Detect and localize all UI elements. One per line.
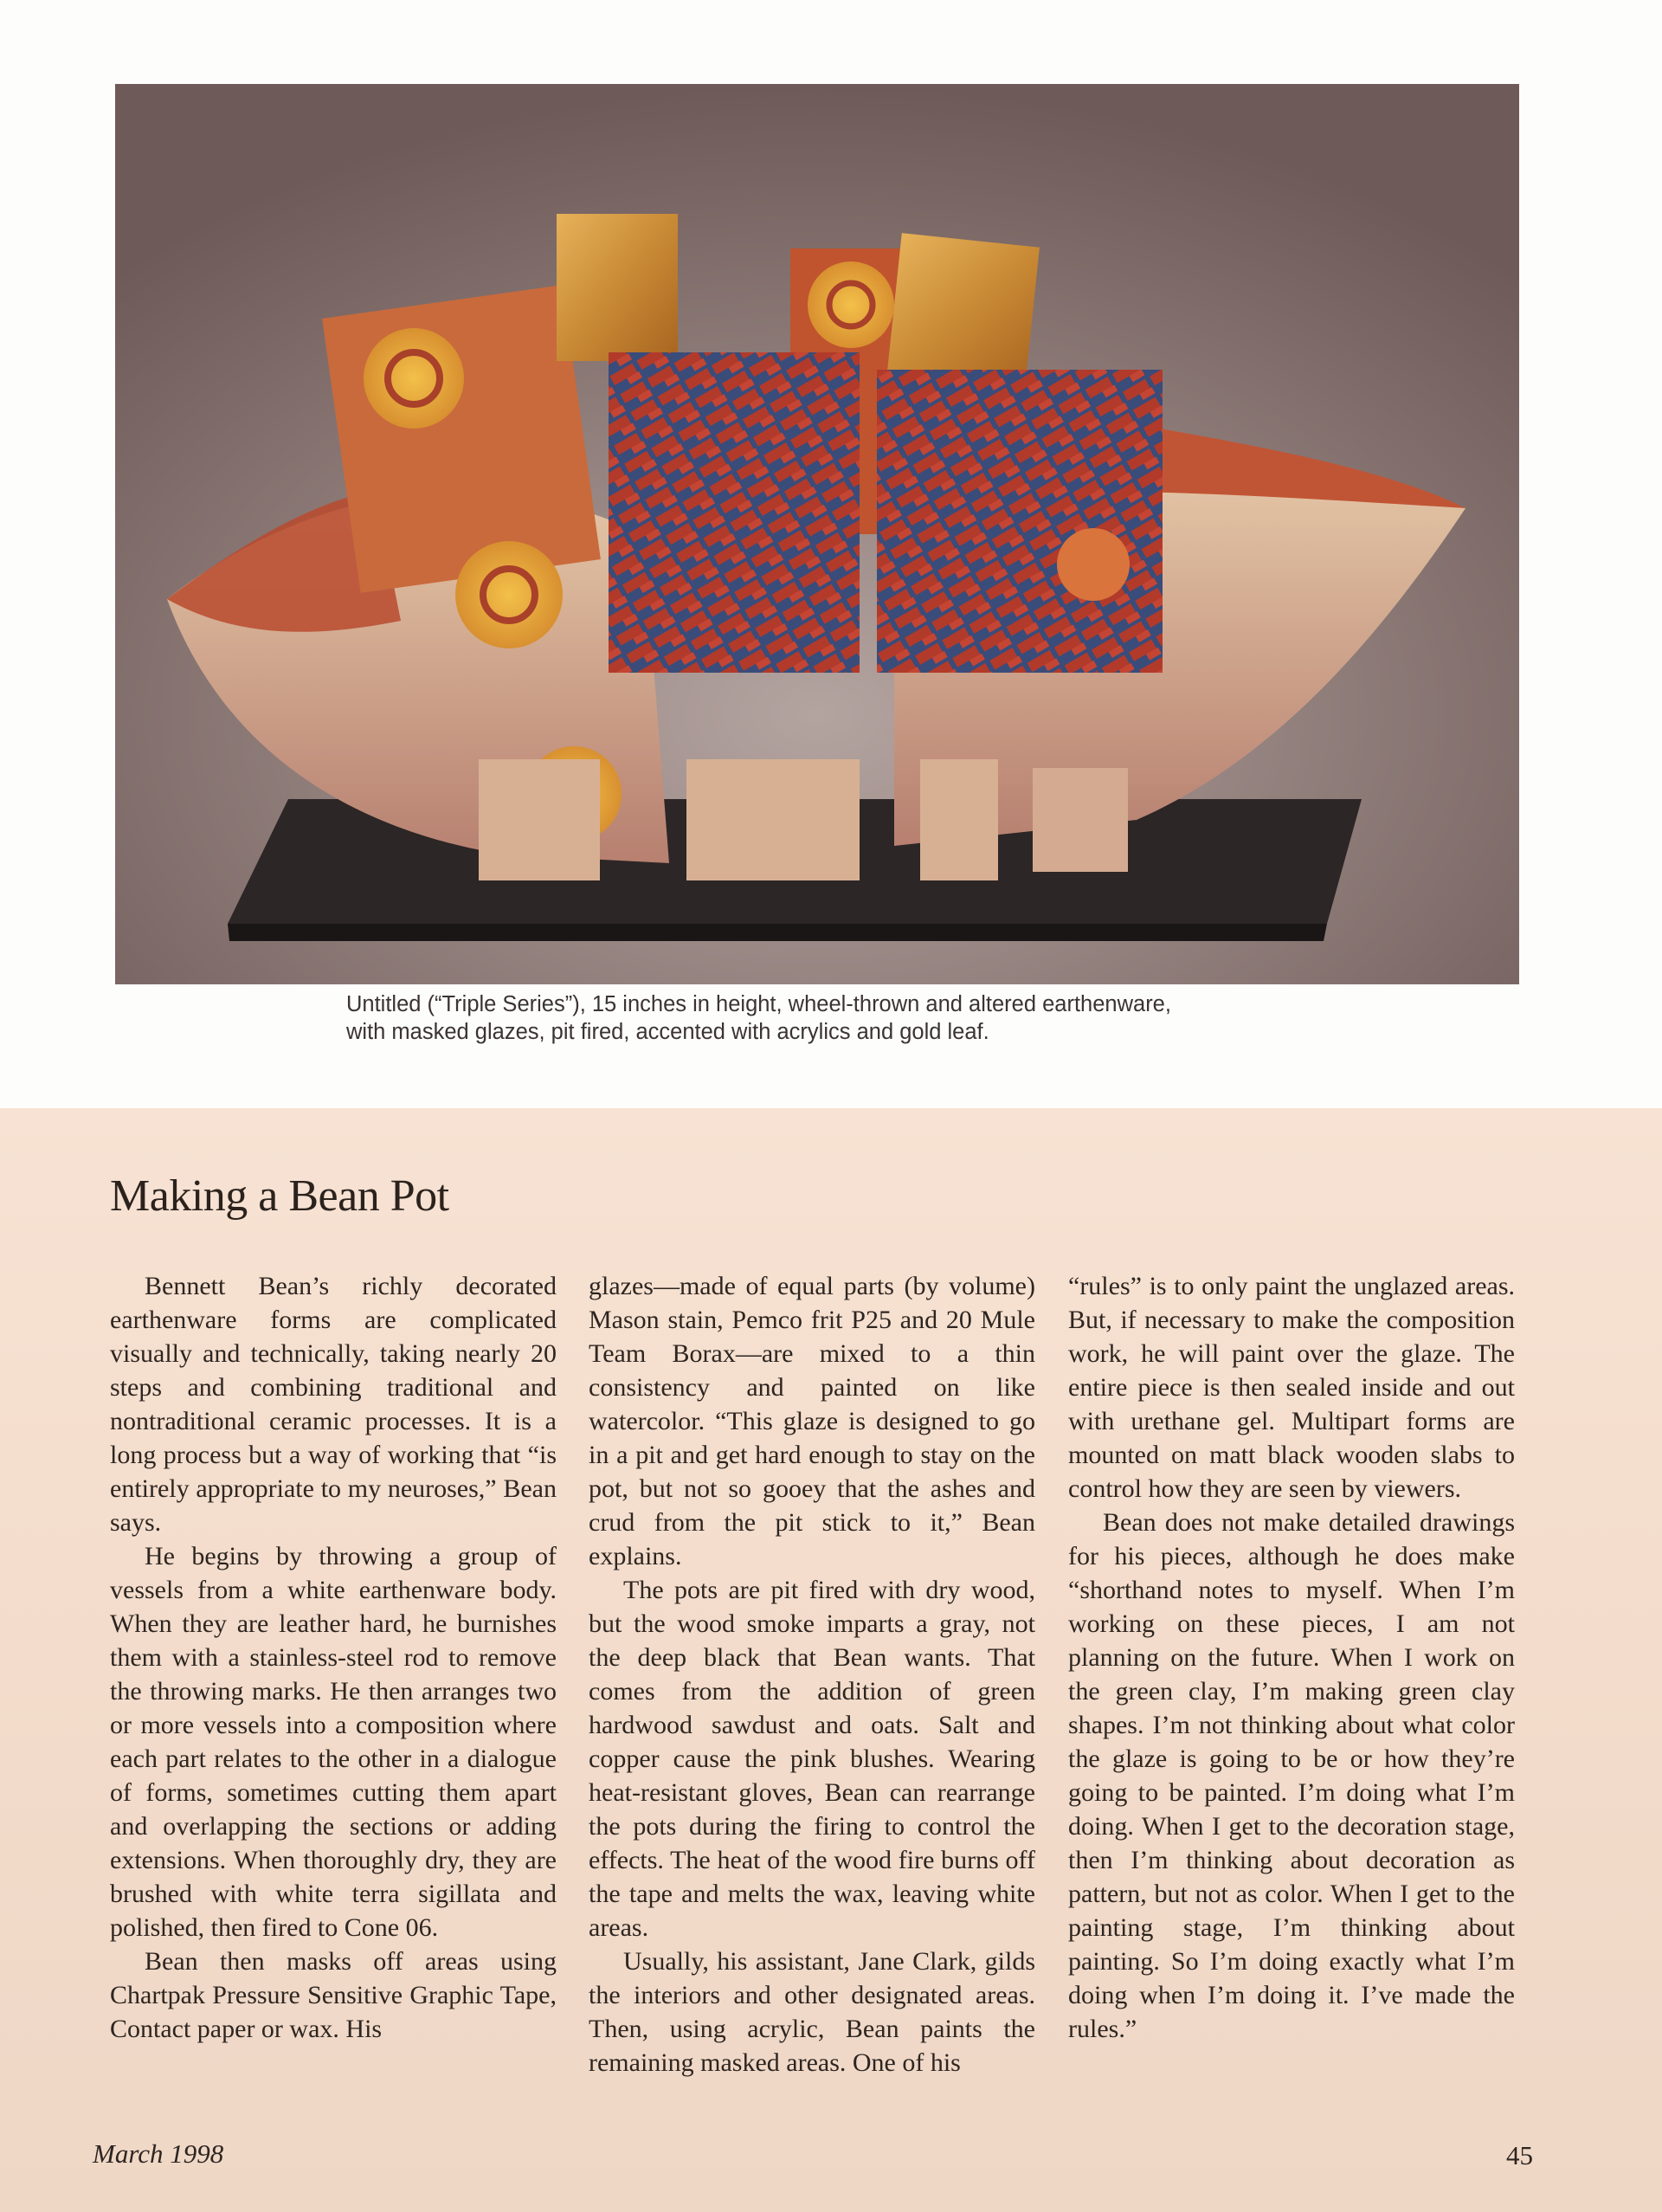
sculpture-photo xyxy=(115,84,1519,984)
paragraph-continued: “rules” is to only paint the unglazed areas. But, if necessary to make the composition work, he will paint over the glaze. The entire piece is then sealed inside and out with urethane gel. Multipart forms are mounted on matt black wooden slabs to control how they are seen by viewers. xyxy=(1068,1272,1515,1503)
caption-line-1: Untitled (“Triple Series”), 15 inches in height, wheel-thrown and altered earthenware, xyxy=(346,992,1171,1016)
photo-caption xyxy=(346,990,1342,1046)
article-column-3 xyxy=(1068,1269,1515,2046)
paragraph: Bennett Bean’s richly decorated earthenware forms are complicated visually and technically, taking nearly 20 steps and combining traditional and nontraditional ceramic processes. It is a long process but a way of working that “is entirely appropriate to my neuroses,” Bean says. xyxy=(110,1272,557,1537)
article-column-2 xyxy=(589,1269,1035,2080)
issue-date: March 1998 xyxy=(93,2138,224,2169)
paragraph: Bean then masks off areas using Chartpak Pressure Sensitive Graphic Tape, Contact paper or wax. His xyxy=(110,1947,557,2043)
sculpture-illustration xyxy=(115,84,1519,984)
paragraph: Usually, his assistant, Jane Clark, gilds the interiors and other designated areas. Then, using acrylic, Bean paints the remaining masked areas. One of his xyxy=(589,1947,1035,2077)
article-title: Making a Bean Pot xyxy=(110,1171,449,1221)
page-number: 45 xyxy=(1506,2140,1533,2170)
paragraph: Bean does not make detailed drawings for his pieces, although he does make “shorthand notes to myself. When I’m working on these pieces, I am not planning on the future. When I work on the green clay, I’m making green clay shapes. I’m not thinking about what color the glaze is going to be or how they’re going to be painted. I’m doing what I’m doing. When I get to the decoration stage, then I’m thinking about decoration as pattern, but not as color. When I get to the painting stage, I’m thinking about painting. So I’m doing exactly what I’m doing when I’m doing it. I’ve made the rules.” xyxy=(1068,1508,1515,2043)
caption-line-2: with masked glazes, pit fired, accented with acrylics and gold leaf. xyxy=(346,1020,989,1044)
article-column-1 xyxy=(110,1269,557,2046)
paragraph: He begins by throwing a group of vessels from a white earthenware body. When they are leather hard, he burnishes them with a stainless-steel rod to remove the throwing marks. He then arranges two or more vessels into a composition where each part relates to the other in a dialogue of forms, sometimes cutting them apart and overlapping the sections or adding extensions. When thoroughly dry, they are brushed with white terra sigillata and polished, then fired to Cone 06. xyxy=(110,1542,557,1942)
paragraph: The pots are pit fired with dry wood, but the wood smoke imparts a gray, not the deep black that Bean wants. That comes from the addition of green hardwood sawdust and oats. Salt and copper cause the pink blushes. Wearing heat-resistant gloves, Bean can rearrange the pots during the firing to control the effects. The heat of the wood fire burns off the tape and melts the wax, leaving white areas. xyxy=(589,1576,1035,1942)
paragraph-continued: glazes—made of equal parts (by volume) Mason stain, Pemco frit P25 and 20 Mule Team Borax—are mixed to a thin consistency and painted on like watercolor. “This glaze is designed to go in a pit and get hard enough to stay on the pot, but not so gooey that the ashes and crud from the pit stick to it,” Bean explains. xyxy=(589,1272,1035,1570)
